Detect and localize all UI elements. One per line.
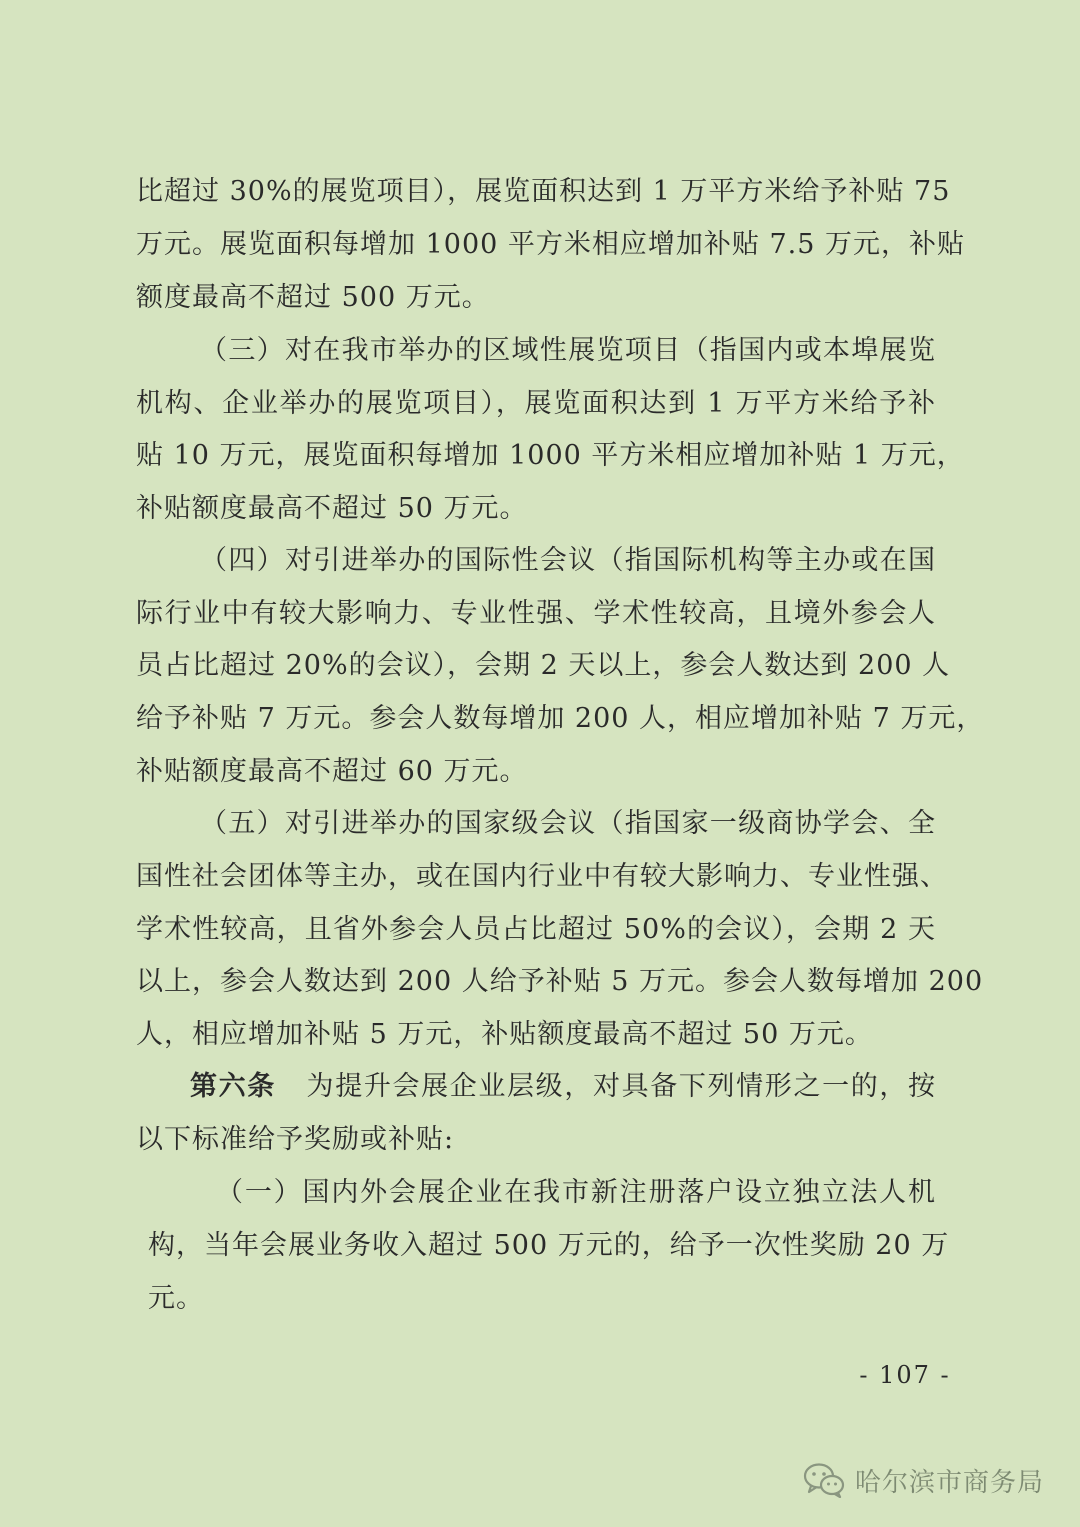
page-number: - 107 - — [859, 1361, 951, 1389]
text-line: 元。 — [148, 1283, 204, 1314]
text-line: （五）对引进举办的国家级会议（指国家一级商协学会、全 — [200, 808, 936, 839]
article-text: 为提升会展企业层级，对具备下列情形之一的，按 — [305, 1071, 937, 1102]
text-line: 万元。展览面积每增加 1000 平方米相应增加补贴 7.5 万元，补贴 — [136, 229, 965, 260]
text-line: 以下标准给予奖励或补贴: — [136, 1124, 455, 1155]
text-line: （四）对引进举办的国际性会议（指国际机构等主办或在国 — [200, 545, 936, 576]
text-line: 学术性较高，且省外参会人员占比超过 50%的会议），会期 2 天 — [136, 914, 936, 945]
article-line — [190, 1067, 936, 1107]
text-line: 贴 10 万元，展览面积每增加 1000 平方米相应增加补贴 1 万元， — [136, 440, 965, 471]
text-line: 额度最高不超过 500 万元。 — [136, 282, 490, 313]
watermark — [803, 1460, 1044, 1500]
text-line: 以上，参会人数达到 200 人给予补贴 5 万元。参会人数每增加 200 — [136, 966, 984, 997]
text-line: 际行业中有较大影响力、专业性强、学术性较高，且境外参会人 — [136, 598, 936, 629]
wechat-icon — [803, 1462, 845, 1498]
text-line: 构，当年会展业务收入超过 500 万元的，给予一次性奖励 20 万 — [148, 1230, 950, 1261]
text-line: 比超过 30%的展览项目），展览面积达到 1 万平方米给予补贴 75 — [136, 176, 951, 207]
text-line: 员占比超过 20%的会议），会期 2 天以上，参会人数达到 200 人 — [136, 650, 951, 681]
text-line: 机构、企业举办的展览项目），展览面积达到 1 万平方米给予补 — [136, 388, 936, 419]
text-line: 人，相应增加补贴 5 万元，补贴额度最高不超过 50 万元。 — [136, 1019, 873, 1050]
article-heading: 第六条 — [190, 1071, 276, 1102]
text-line: （三）对在我市举办的区域性展览项目（指国内或本埠展览 — [200, 335, 936, 366]
text-line: （一）国内外会展企业在我市新注册落户设立独立法人机 — [216, 1177, 936, 1208]
text-line: 国性社会团体等主办，或在国内行业中有较大影响力、专业性强、 — [136, 861, 948, 892]
watermark-text: 哈尔滨市商务局 — [854, 1467, 1044, 1498]
text-line: 补贴额度最高不超过 60 万元。 — [136, 756, 528, 787]
text-line: 补贴额度最高不超过 50 万元。 — [136, 493, 528, 524]
text-line: 给予补贴 7 万元。参会人数每增加 200 人，相应增加补贴 7 万元， — [136, 703, 985, 734]
